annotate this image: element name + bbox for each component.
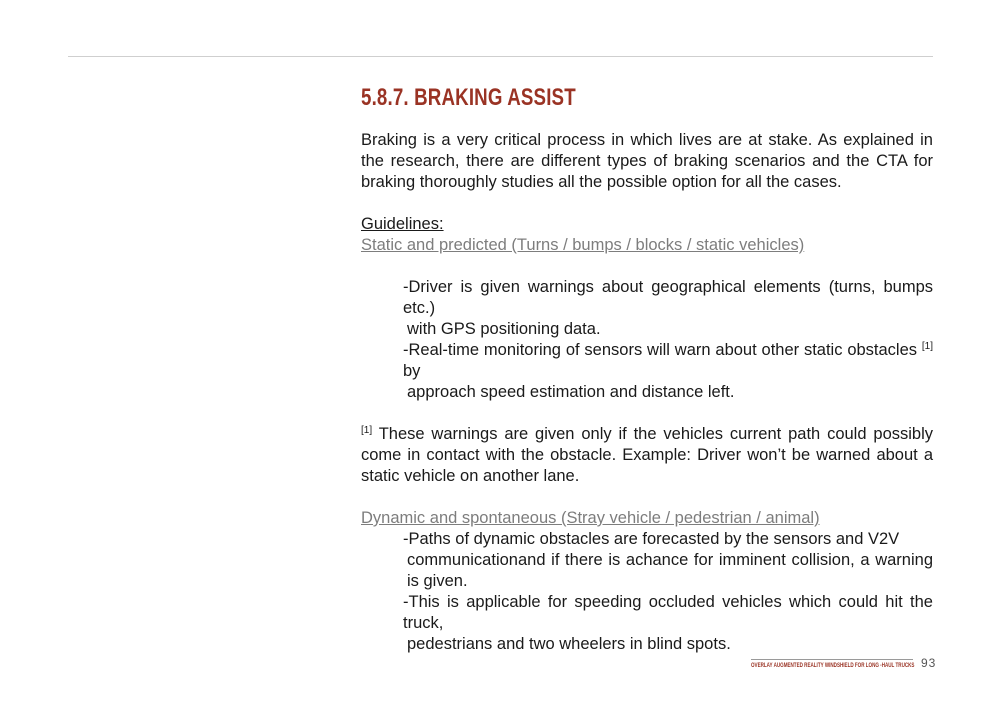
section-heading: 5.8.7. BRAKING ASSIST <box>361 84 576 111</box>
list-item: -Driver is given warnings about geographical elements (turns, bumps etc.) with GPS positioning data. <box>403 278 933 338</box>
dynamic-bullets <box>361 529 933 655</box>
footer-title: OVERLAY AUGMENTED REALITY WINDSHIELD FOR LONG -HAUL TRUCKS <box>751 662 915 669</box>
footer-divider <box>751 659 913 660</box>
intro-paragraph: Braking is a very critical process in which lives are at stake. As explained in the research, there are different types of braking scenarios and the CTA for braking thoroughly studies all the possible option for all the cases. <box>361 131 933 191</box>
footnote-marker: [1] <box>361 425 373 436</box>
guidelines-label: Guidelines: <box>361 215 444 233</box>
section-body <box>361 130 933 655</box>
page-number: 93 <box>921 656 937 670</box>
footnote: [1] These warnings are given only if the vehicles current path could possibly come in contact with the obstacle. Example: Driver won’t be warned about a static vehicle on another lane. <box>361 425 933 485</box>
list-item: -Paths of dynamic obstacles are forecasted by the sensors and V2V communicationand if there is achance for imminent collision, a warning is given. <box>403 530 933 590</box>
dynamic-subheading: Dynamic and spontaneous (Stray vehicle / pedestrian / animal) <box>361 509 820 527</box>
top-divider <box>68 56 933 57</box>
static-bullets <box>361 277 933 403</box>
list-item: -Real-time monitoring of sensors will warn about other static obstacles [1] by approach speed estimation and distance left. <box>403 341 933 401</box>
list-item: -This is applicable for speeding occluded vehicles which could hit the truck, pedestrians and two wheelers in blind spots. <box>403 593 933 653</box>
static-subheading: Static and predicted (Turns / bumps / blocks / static vehicles) <box>361 236 805 254</box>
footnote-ref: [1] <box>921 341 933 352</box>
